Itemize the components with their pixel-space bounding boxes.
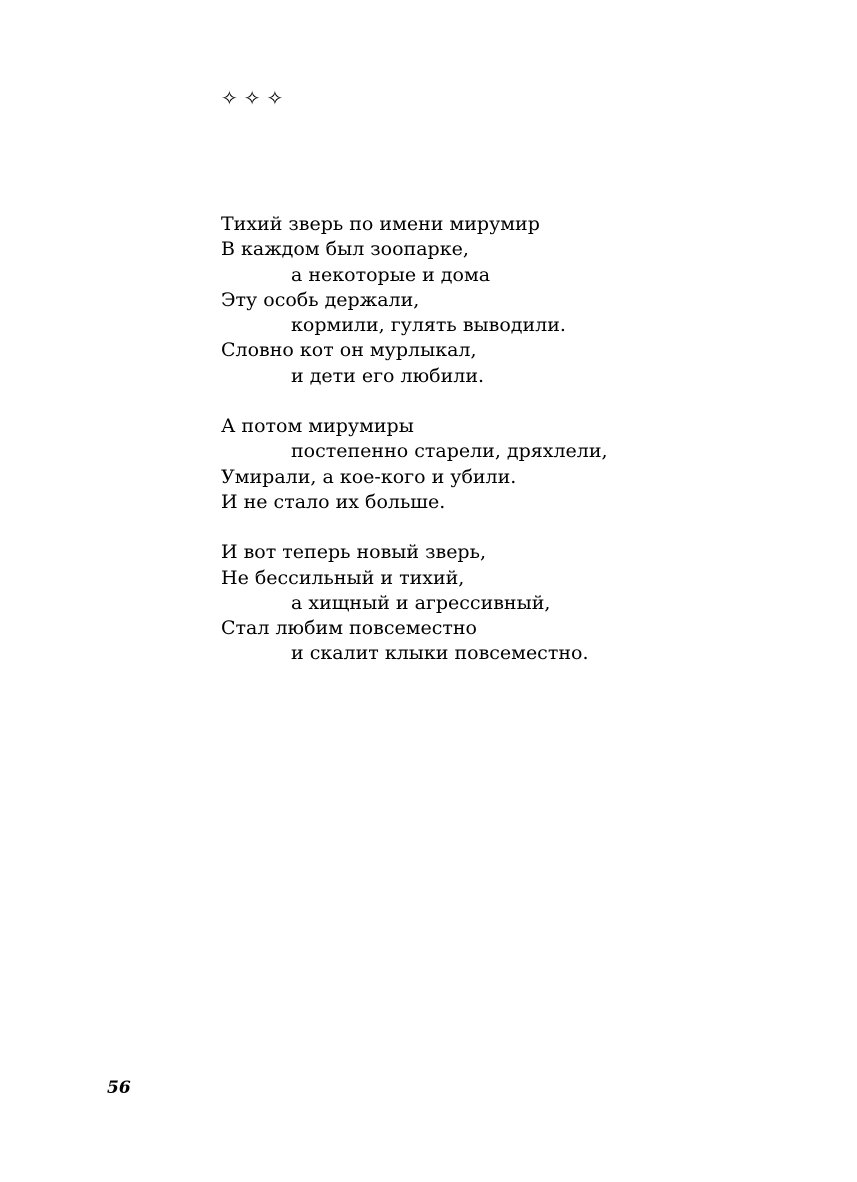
section-ornament: ✧✧✧	[221, 86, 290, 110]
poem-line: И не стало их больше.	[221, 490, 446, 513]
poem-line: Тихий зверь по имени мирумир	[221, 213, 540, 235]
poem-line: Эту особь держали,	[221, 288, 420, 311]
poem-line-indented: и скалит клыки повсеместно.	[291, 642, 589, 665]
poem-line: Не бессильный и тихий,	[221, 566, 465, 589]
poem-line-indented: и дети его любили.	[291, 364, 485, 387]
poem-line: А потом мирумиры	[221, 415, 414, 438]
poem-line: И вот теперь новый зверь,	[221, 541, 486, 564]
poem-line: В каждом был зоопарке,	[221, 238, 469, 261]
poem-line-indented: а хищный и агрессивный,	[291, 591, 551, 614]
poem-line-indented: кормили, гулять выводили.	[291, 314, 566, 337]
poem-line: Словно кот он мурлыкал,	[221, 339, 477, 362]
stanza-1	[221, 212, 781, 389]
poem-line: Стал любим повсеместно	[221, 617, 477, 640]
poem-line-indented: а некоторые и дома	[291, 263, 491, 286]
poem-line-indented: постепенно старели, дряхлели,	[291, 440, 608, 463]
stanza-3	[221, 540, 781, 666]
page-number: 56	[107, 1078, 131, 1098]
poem-line: Умирали, а кое-кого и убили.	[221, 465, 517, 488]
poem	[221, 212, 781, 692]
stanza-2	[221, 414, 781, 515]
